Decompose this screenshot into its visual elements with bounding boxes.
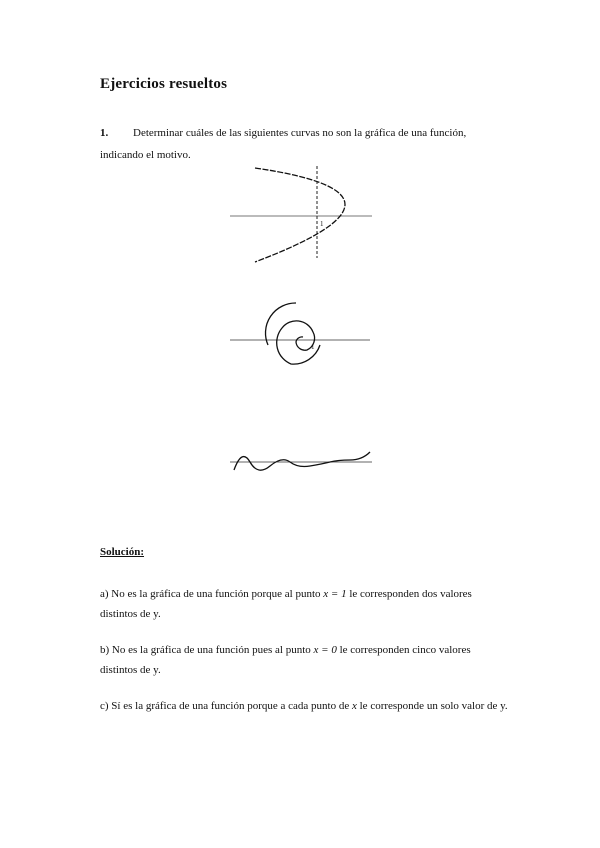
exercise-text: Determinar cuáles de las siguientes curvas no son la gráfica de una función, indicando el motivo. xyxy=(100,127,467,161)
spiral-tick-label: 1 xyxy=(311,343,315,351)
spiral-graph xyxy=(0,296,600,372)
page-title: Ejercicios resueltos xyxy=(100,76,228,92)
exercise-number: 1. xyxy=(100,127,109,139)
solution-heading: Solución: xyxy=(100,546,145,558)
answer-c: c) Sí es la gráfica de una función porque a cada punto de x le corresponde un solo valor de y. xyxy=(100,700,508,712)
parabola-curve xyxy=(255,168,345,262)
parabola-tick-label: 1 xyxy=(320,220,324,228)
wave-curve xyxy=(234,452,370,470)
answer-b: b) No es la gráfica de una función pues al punto x = 0 le corresponden cinco valores distintos de y. xyxy=(100,644,471,676)
answer-a: a) No es la gráfica de una función porque al punto x = 1 le corresponden dos valores distintos de y. xyxy=(100,588,472,620)
spiral-outer-curve xyxy=(265,303,296,345)
parabola-graph xyxy=(0,160,600,270)
wave-graph xyxy=(0,440,600,484)
